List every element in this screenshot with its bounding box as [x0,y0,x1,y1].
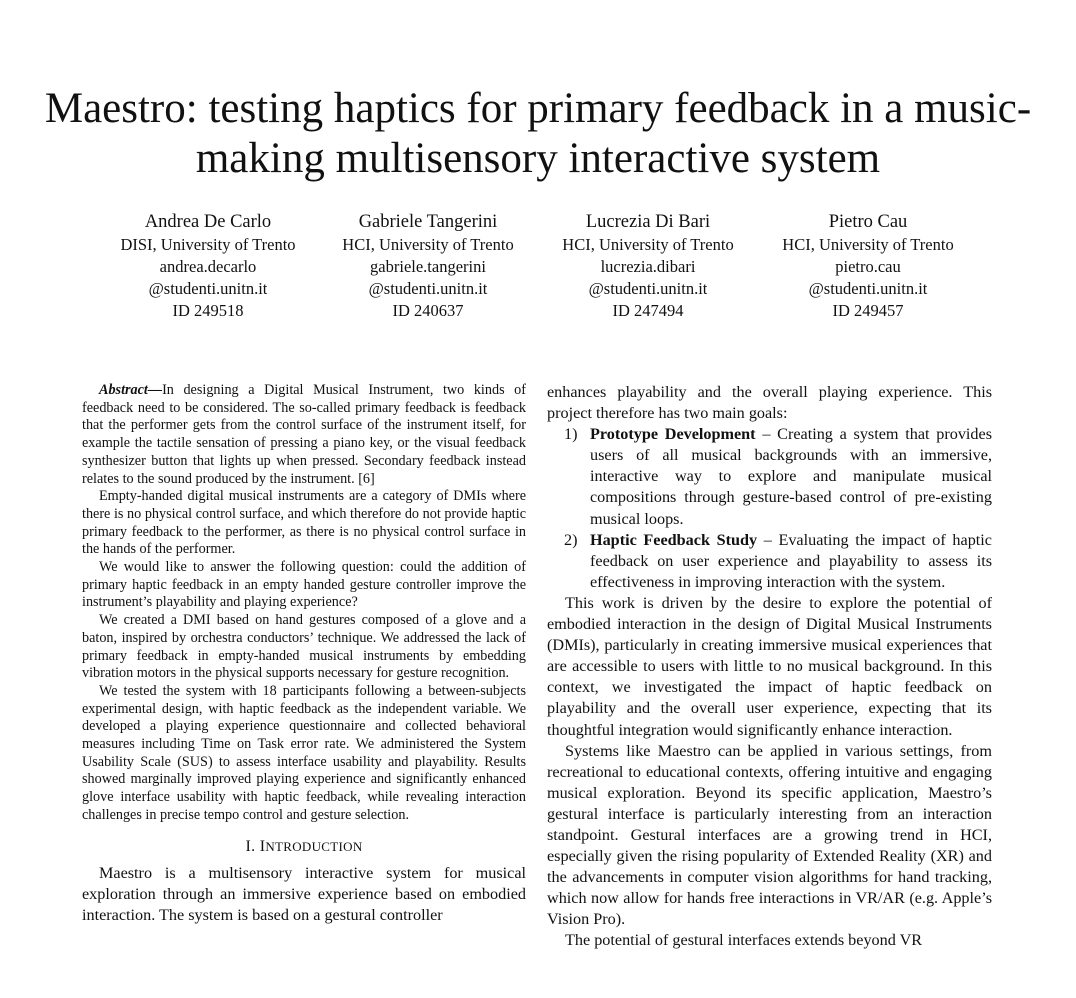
author-4 [758,210,978,322]
abstract-label: Abstract— [99,382,163,398]
intro-paragraph: Maestro is a multisensory interactive system for musical exploration through an immersive experience based on embodied interaction. The system is based on a gestural controller [82,864,526,925]
body-paragraph: The potential of gestural interfaces extends beyond VR [565,931,923,950]
section-initial: I [259,837,266,855]
author-3 [538,210,758,322]
abstract-paragraph: We created a DMI based on hand gestures composed of a glove and a baton, inspired by orchestra conductors’ technique. We addressed the lack of primary feedback in empty-handed musical instruments by embedding vibration motors in the physical supports necessary for gesture recognition. [82,612,526,682]
author-affiliation: DISI, University of Trento [120,235,296,254]
list-number: 1) [564,425,578,444]
section-heading-introduction [82,838,526,856]
goal-title: Haptic Feedback Study [590,530,758,549]
right-column [547,382,992,952]
author-email-user: pietro.cau [835,257,901,276]
author-name: Gabriele Tangerini [358,212,498,232]
left-column [82,382,526,927]
author-email-user: lucrezia.dibari [600,257,696,276]
goal-text: – Evaluating the impact of haptic feedback on user experience and playability to assess its effectiveness in improving interaction with the system. [590,530,992,591]
section-numeral: I. [245,837,256,855]
author-id: ID 247494 [612,301,684,320]
author-id: ID 249457 [832,301,904,320]
body-paragraph: Systems like Maestro can be applied in various settings, from recreational to educational contexts, offering intuitive and engaging musical exploration. Beyond its specific application, Maestro’s gestural interface is particularly interesting from an interaction standpoint. Gestural interfaces are a growing trend in HCI, especially given the rising popularity of Extended Reality (XR) and the advancements in computer vision algorithms for hand tracking, which now allow for hands free interactions in VR/AR (e.g. Apple’s Vision Pro). [547,741,992,929]
author-id: ID 249518 [172,301,244,320]
list-number: 2) [564,530,578,549]
author-email-domain: @studenti.unitn.it [148,279,268,298]
abstract-paragraph: Empty-handed digital musical instruments are a category of DMIs where there is no physical control surface, and which therefore do not provide haptic primary feedback to the performer, as there is no physical control surface in the hands of the performer. [82,488,526,558]
section-title-rest: NTRODUCTION [265,838,363,854]
author-email-domain: @studenti.unitn.it [588,279,708,298]
list-item [547,424,992,529]
author-affiliation: HCI, University of Trento [782,235,954,254]
body-paragraph: This work is driven by the desire to explore the potential of embodied interaction in the design of Digital Musical Instruments (DMIs), particularly in creating immersive musical experiences that are accessible to users with little to no musical background. In this context, we investigated the impact of haptic feedback on playability and the overall user experience, expecting that its thoughtful integration would significantly enhance interaction. [547,593,992,739]
paper-title: Maestro: testing haptics for primary feedback in a music-making multisensory interactive system [44,85,1032,182]
author-name: Pietro Cau [828,212,908,232]
author-affiliation: HCI, University of Trento [342,235,514,254]
author-1 [98,210,318,322]
author-block [98,210,978,322]
author-name: Andrea De Carlo [144,212,272,232]
author-affiliation: HCI, University of Trento [562,235,734,254]
list-item [547,530,992,593]
author-email-domain: @studenti.unitn.it [808,279,928,298]
author-2 [318,210,538,322]
author-name: Lucrezia Di Bari [585,212,711,232]
abstract-paragraph [82,382,526,488]
goal-text: – Creating a system that provides users of all musical backgrounds with an immersive, interactive way to explore and manipulate musical compositions through gesture-based control of pre-existing musical loops. [590,425,992,528]
author-email-user: andrea.decarlo [159,257,257,276]
abstract-paragraph: We would like to answer the following question: could the addition of primary haptic feedback in an empty handed gesture controller improve the instrument’s playability and playing experience? [82,559,526,611]
author-email-domain: @studenti.unitn.it [368,279,488,298]
author-email-user: gabriele.tangerini [370,257,486,276]
abstract-text: In designing a Digital Musical Instrument, two kinds of feedback need to be considered. The so-called primary feedback is feedback that the performer gets from the control surface of the instrument itself, for example the tactile sensation of pressing a piano key, or the visual feedback synthesizer button that lights up when pressed. Secondary feedback instead relates to the sound produced by the instrument. [6] [82,382,526,487]
goal-title: Prototype Development [590,425,756,444]
abstract-paragraph: We tested the system with 18 participants following a between-subjects experimental design, with haptic feedback as the independent variable. We developed a playing experience questionnaire and collected behavioral measures including Time on Task error rate. We administered the System Usability Scale (SUS) to assess interface usability and playability. Results showed marginally improved playing experience and significantly enhanced glove interface usability with haptic feedback, while revealing interaction challenges in precise tempo control and gesture selection. [82,682,526,823]
goals-list [547,424,992,593]
author-id: ID 240637 [392,301,464,320]
body-paragraph: enhances playability and the overall playing experience. This project therefore has two main goals: [547,383,992,423]
